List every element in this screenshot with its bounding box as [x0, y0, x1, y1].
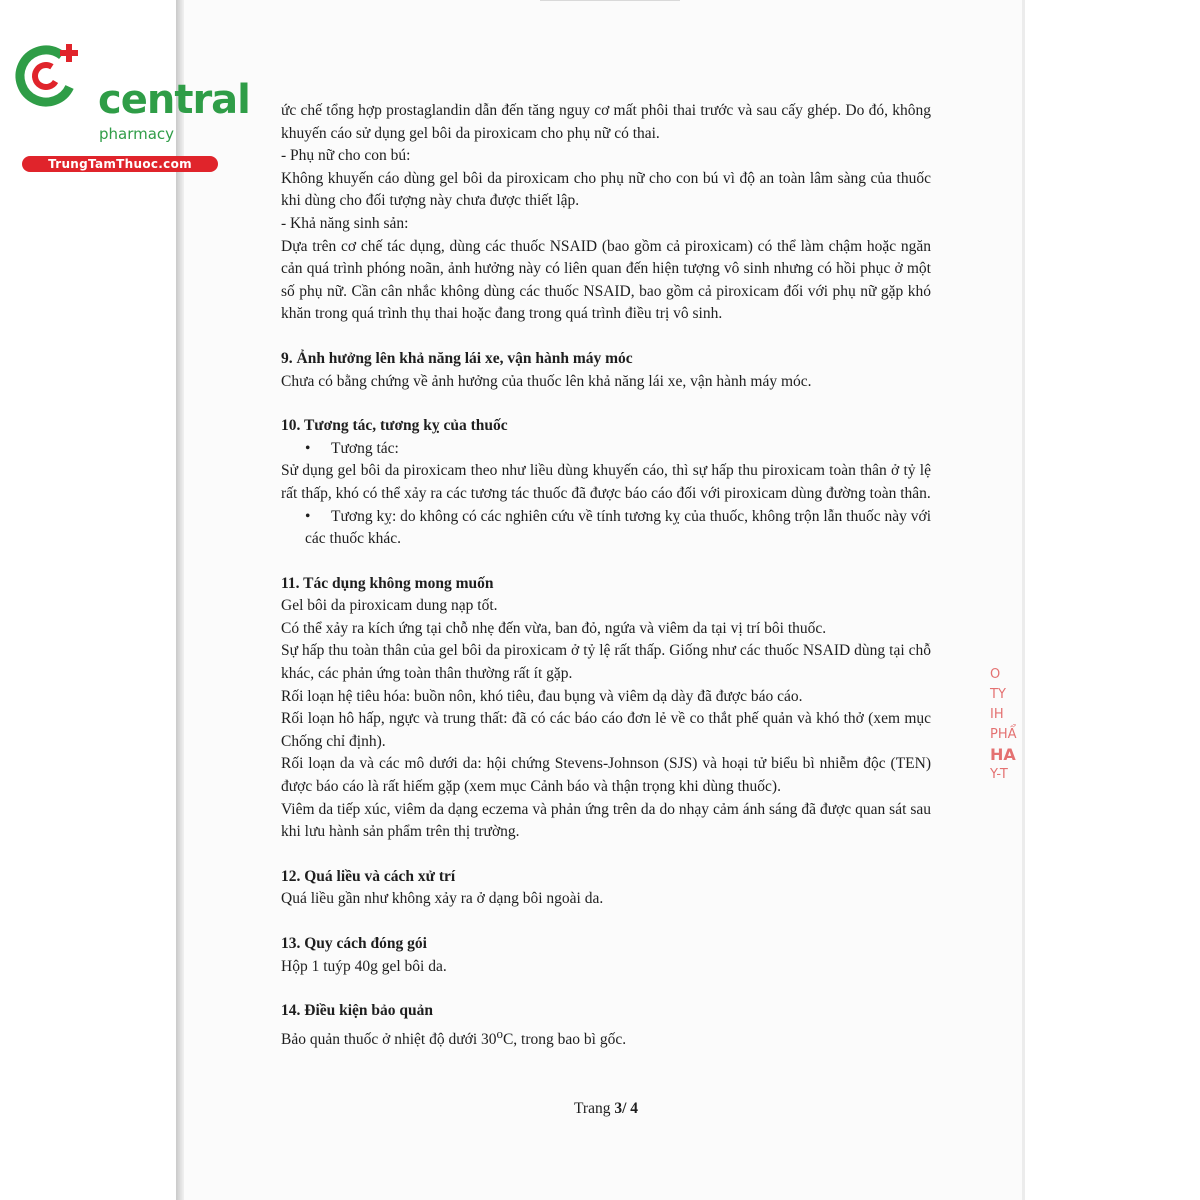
section-title-12: 12. Quá liều và cách xử trí	[281, 867, 456, 885]
scan-shadow	[176, 0, 184, 1200]
subheading: - Khả năng sinh sản:	[281, 214, 409, 232]
subheading: - Phụ nữ cho con bú:	[281, 147, 411, 165]
paragraph: Quá liều gần như không xảy ra ở dạng bôi ngoài da.	[281, 890, 604, 908]
paragraph: Gel bôi da piroxicam dung nạp tốt.	[281, 597, 498, 615]
section-title-14: 14. Điều kiện bảo quản	[281, 1002, 434, 1020]
page-edge	[1022, 0, 1025, 1200]
paragraph: Sự hấp thu toàn thân của gel bôi da piroxicam ở tỷ lệ rất thấp. Giống như các thuốc NSAID dùng tại chỗ khác, các phản ứng toàn thân thường rất ít gặp.	[281, 642, 931, 683]
paragraph: Hộp 1 tuýp 40g gel bôi da.	[281, 957, 447, 975]
paragraph: Viêm da tiếp xúc, viêm da dạng eczema và phản ứng trên da do nhạy cảm ánh sáng đã được quan sát sau khi lưu hành sản phẩm trên thị trường.	[281, 800, 931, 841]
document-body	[281, 100, 931, 1052]
section-title-11: 11. Tác dụng không mong muốn	[281, 574, 494, 592]
logo-brand: central	[98, 77, 250, 123]
paragraph: Rối loạn hô hấp, ngực và trung thất: đã có các báo cáo đơn lẻ về co thắt phế quản và khó thở (xem mục Chống chỉ định).	[281, 710, 931, 750]
paragraph: Sử dụng gel bôi da piroxicam theo như liều dùng khuyến cáo, thì sự hấp thu piroxicam toàn thân ở tỷ lệ rất thấp, khó có thể xảy ra các tương tác thuốc đã được báo cáo đối với piroxicam dùng đường toàn thân.	[281, 462, 931, 502]
logo-mark-icon	[10, 38, 94, 118]
paragraph: ức chế tổng hợp prostaglandin dẫn đến tăng nguy cơ mất phôi thai trước và sau cấy ghép. Do đó, không khuyến cáo sử dụng gel bôi da piroxicam cho phụ nữ có thai.	[281, 102, 931, 142]
paragraph: Rối loạn hệ tiêu hóa: buồn nôn, khó tiêu, đau bụng và viêm dạ dày đã được báo cáo.	[281, 687, 803, 705]
bullet-item: • Tương tác:	[281, 438, 931, 461]
bullet-dot-icon: •	[305, 439, 311, 457]
paragraph: Dựa trên cơ chế tác dụng, dùng các thuốc NSAID (bao gồm cả piroxicam) có thể làm chậm hoặc ngăn cản quá trình phóng noãn, ảnh hưởng này có liên quan đến hiện tượng vô sinh nhưng có hồi phục ở một số phụ nữ. Cần cân nhắc không dùng các thuốc NSAID, bao gồm cả piroxicam đối với phụ nữ gặp khó khăn trong quá trình thụ thai hoặc đang trong quá trình điều trị vô sinh.	[281, 237, 931, 323]
paragraph: Có thể xảy ra kích ứng tại chỗ nhẹ đến vừa, ban đỏ, ngứa và viêm da tại vị trí bôi thuốc.	[281, 619, 827, 637]
section-title-13: 13. Quy cách đóng gói	[281, 935, 427, 952]
paragraph: Không khuyến cáo dùng gel bôi da piroxicam cho phụ nữ cho con bú vì độ an toàn lâm sàng của thuốc khi dùng cho đối tượng này chưa được thiết lập.	[281, 169, 931, 210]
page-number: Trang 3/ 4	[573, 1100, 639, 1117]
paragraph: Chưa có bằng chứng về ảnh hưởng của thuốc lên khả năng lái xe, vận hành máy móc.	[281, 372, 812, 390]
bullet-item: • Tương kỵ: do không có các nghiên cứu về tính tương kỵ của thuốc, không trộn lẫn thuốc này với các thuốc khác.	[305, 507, 931, 548]
paragraph: Rối loạn da và các mô dưới da: hội chứng Stevens-Johnson (SJS) và hoại tử biểu bì nhiễm độc (TEN) được báo cáo là rất hiếm gặp (xem mục Cảnh báo và thận trọng khi dùng thuốc).	[281, 755, 931, 796]
central-pharmacy-logo	[10, 38, 250, 171]
paragraph: Bảo quản thuốc ở nhiệt độ dưới 30$^o$C, trong bao bì gốc.	[281, 1025, 627, 1048]
section-title-10: 10. Tương tác, tương kỵ của thuốc	[281, 417, 508, 435]
section-title-9: 9. Ảnh hưởng lên khả năng lái xe, vận hành máy móc	[281, 349, 633, 367]
bullet-dot-icon: •	[305, 507, 311, 525]
logo-subtitle: pharmacy	[99, 125, 175, 143]
scan-artifact	[540, 0, 680, 7]
stamp-fragment: O TY IH PHẨ HA Y-T	[990, 667, 1017, 782]
logo-banner: TrungTamThuoc.com	[22, 156, 218, 172]
